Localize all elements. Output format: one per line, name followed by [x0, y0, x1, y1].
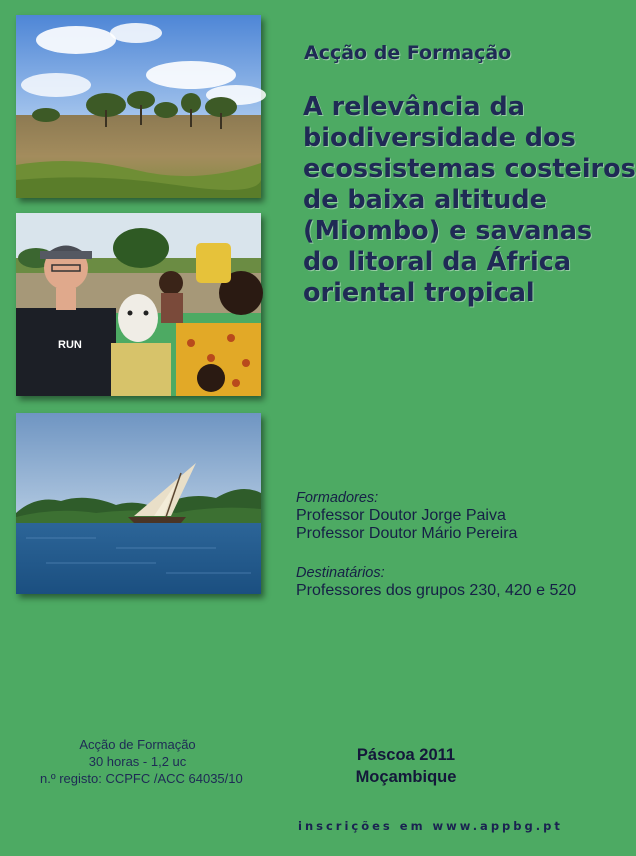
course-details-registration: n.º registo: CCPFC /ACC 64035/10: [40, 771, 243, 786]
audience-section: [296, 565, 576, 600]
title-line: (Miombo) e savanas: [303, 216, 593, 246]
people-photo: [16, 213, 261, 396]
audience-text: Professores dos grupos 230, 420 e 520: [296, 582, 577, 599]
course-type-label: Acção de Formação: [304, 42, 512, 64]
audience-heading: Destinatários:: [296, 565, 385, 581]
title-line: do litoral da África: [303, 247, 572, 277]
title-line: biodiversidade dos: [303, 123, 576, 153]
trainers-section: [296, 490, 517, 543]
trainer-name: Professor Doutor Mário Pereira: [296, 525, 518, 542]
course-title: [303, 92, 636, 309]
event-location: Moçambique: [355, 768, 457, 786]
title-line: de baixa altitude: [303, 185, 547, 215]
title-line: oriental tropical: [303, 278, 535, 308]
course-details: [40, 736, 243, 787]
svg-text:RUN: RUN: [58, 339, 82, 351]
title-line: ecossistemas costeiros: [303, 154, 636, 184]
savanna-photo: [16, 15, 261, 198]
registration-link[interactable]: inscrições em www.appbg.pt: [298, 819, 563, 833]
event-date: Páscoa 2011: [356, 746, 456, 764]
course-details-hours: 30 horas - 1,2 uc: [88, 754, 187, 769]
dhow-photo: [16, 413, 261, 594]
date-location: [336, 744, 476, 788]
title-line: A relevância da: [303, 92, 525, 122]
trainers-heading: Formadores:: [296, 490, 379, 506]
trainer-name: Professor Doutor Jorge Paiva: [296, 507, 506, 524]
course-details-type: Acção de Formação: [79, 737, 196, 752]
